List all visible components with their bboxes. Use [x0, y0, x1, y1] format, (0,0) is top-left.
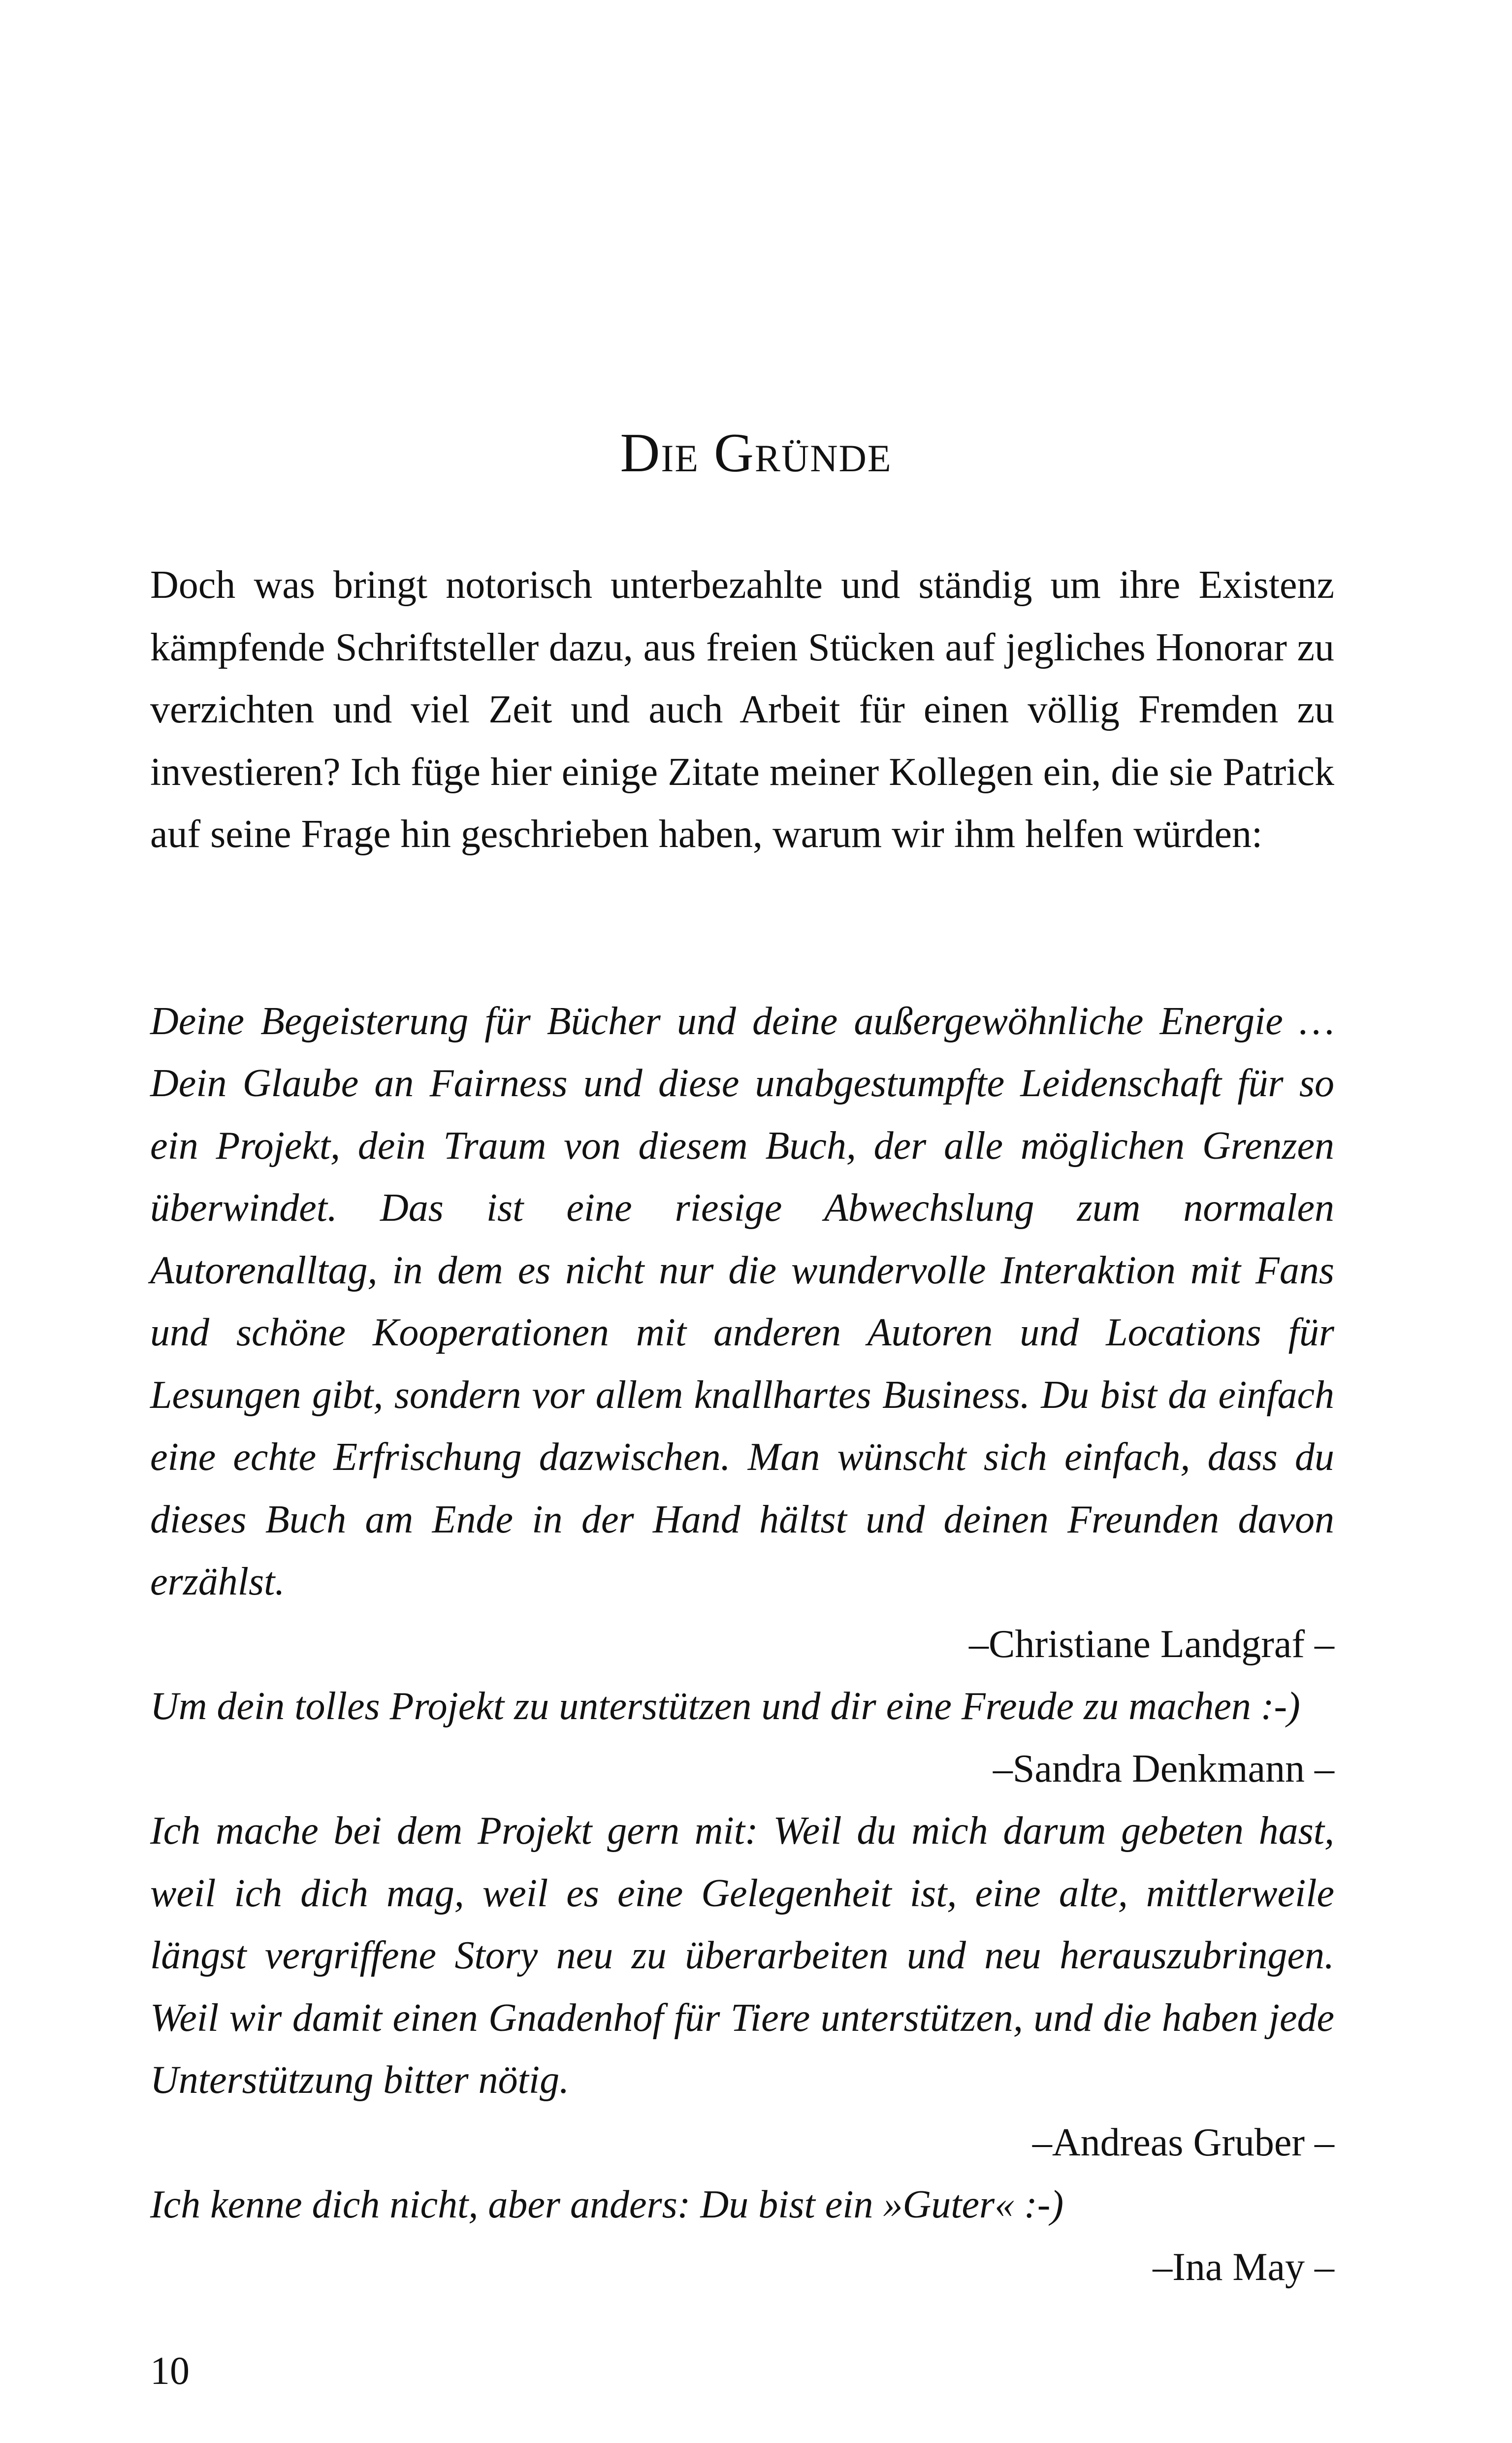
quote-text: Deine Begeisterung für Bücher und deine außergewöhnliche Energie … Dein Glaube an Fairness und diese unabgestumpfte Leidenschaft für so ein Projekt, dein Traum von diesem Buch, der alle möglichen Grenzen überwindet. Das ist eine riesige Abwechslung zum normalen Autorenalltag, in dem es nicht nur die wundervolle Interaktion mit Fans und schöne Kooperationen mit anderen Autoren und Locations für Lesungen gibt, sondern vor allem knallhartes Business. Du bist da einfach eine echte Erfrischung dazwischen. Man wünscht sich einfach, dass du dieses Buch am Ende in der Hand hältst und deinen Freunden davon erzählst. [150, 999, 1334, 1603]
quote-attribution: –Christiane Landgraf – [969, 1622, 1334, 1666]
quote-text: Ich kenne dich nicht, aber anders: Du bist ein »Guter« :-) [150, 2183, 1064, 2226]
quote-text: Ich mache bei dem Projekt gern mit: Weil du mich darum gebeten hast, weil ich dich mag, weil es eine Gelegenheit ist, eine alte, mittlerweile längst vergriffene Story neu zu überarbeiten und neu herauszubringen. Weil wir damit einen Gnadenhof für Tiere unterstützen, und die haben jede Unterstützung bitter nötig. [150, 1809, 1334, 2102]
page-number: 10 [150, 2349, 190, 2393]
quote-attribution: –Sandra Denkmann – [993, 1747, 1334, 1791]
intro-paragraph: Doch was bringt notorisch unterbezahlte und ständig um ihre Existenz kämpfende Schriftsteller dazu, aus freien Stücken auf jegliches Honorar zu verzichten und viel Zeit und auch Arbeit für einen völlig Fremden zu investieren? Ich füge hier einige Zitate meiner Kollegen ein, die sie Patrick auf seine Frage hin geschrieben haben, warum wir ihm helfen würden: [150, 563, 1334, 856]
quote-attribution: –Ina May – [1153, 2245, 1334, 2289]
chapter-title: Die Gründe [620, 423, 892, 484]
quote-text: Um dein tolles Projekt zu unterstützen und dir eine Freude zu machen :-) [150, 1685, 1300, 1728]
quote-attribution: –Andreas Gruber – [1032, 2120, 1334, 2164]
page-body [150, 554, 1334, 2298]
